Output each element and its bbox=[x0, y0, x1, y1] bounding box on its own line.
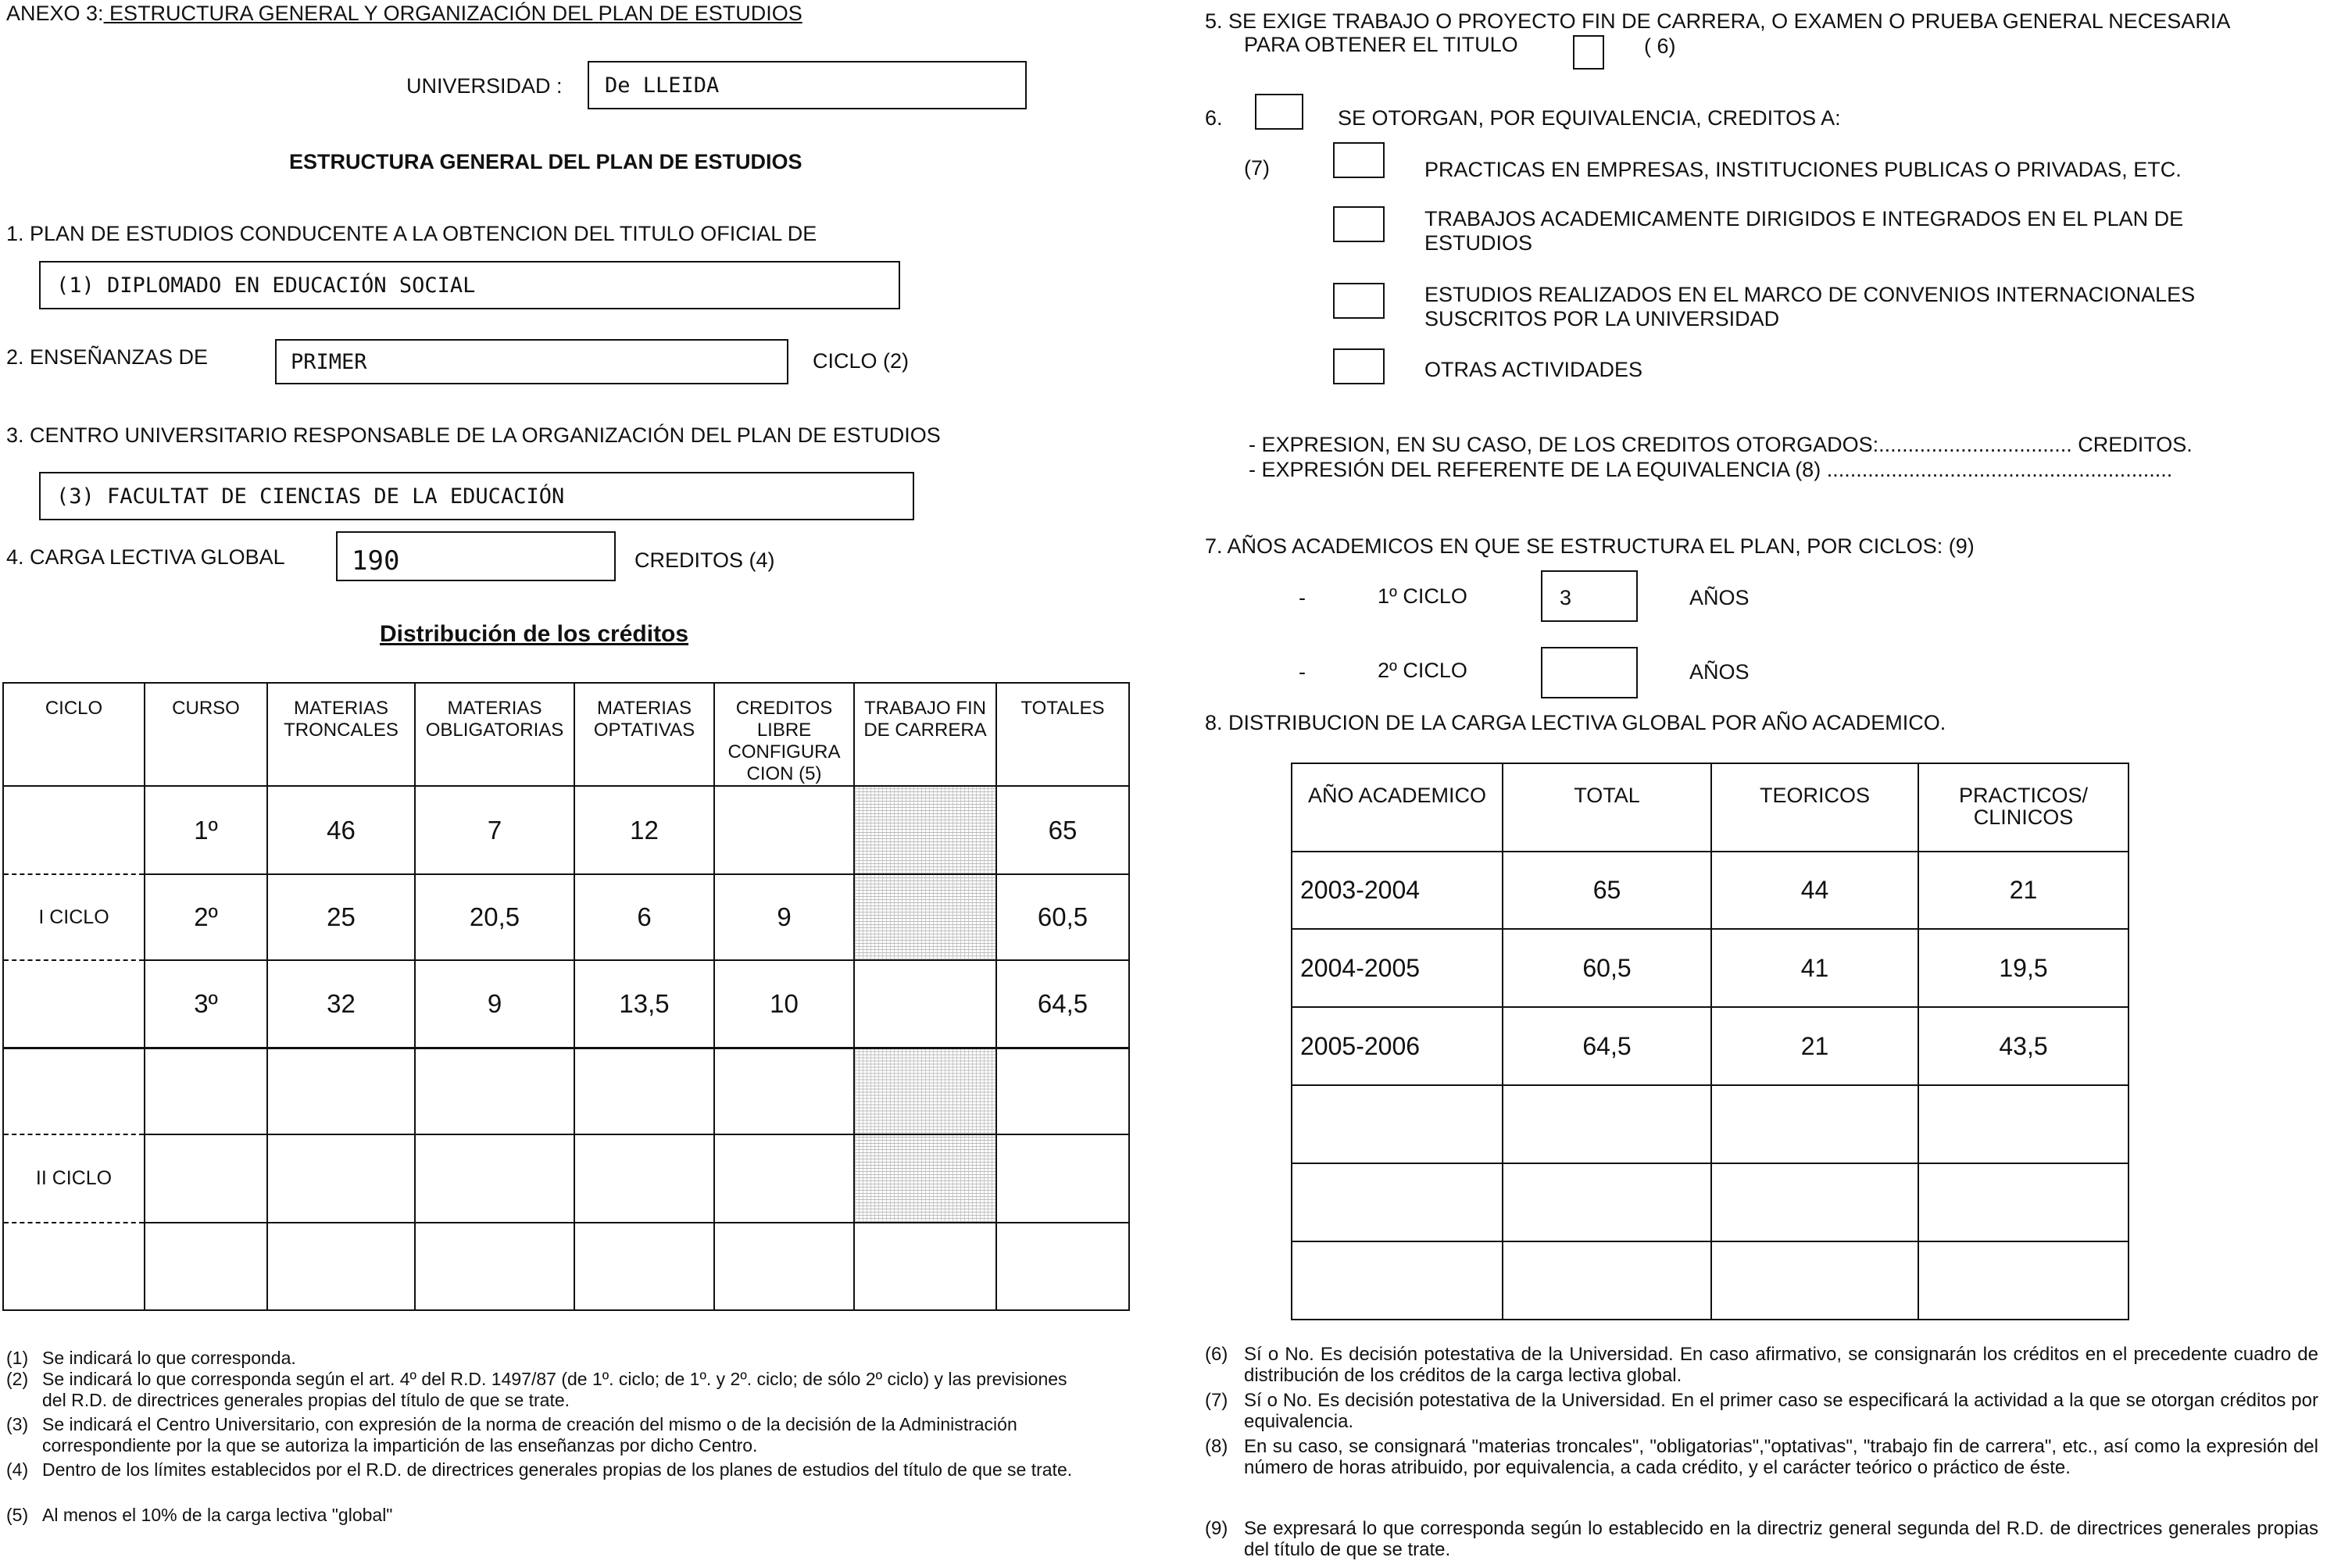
item6-ref: (7) bbox=[1244, 156, 1270, 180]
item2-label: 2. ENSEÑANZAS DE bbox=[6, 345, 209, 369]
cycle1-years-label: AÑOS bbox=[1689, 586, 1750, 609]
cycle-cell: II CICLO bbox=[3, 1134, 145, 1223]
cycle2-years-label: AÑOS bbox=[1689, 660, 1750, 684]
obligatorias-cell: 9 bbox=[415, 960, 574, 1048]
distribution-title: Distribución de los créditos bbox=[380, 621, 689, 647]
header-practicos: PRACTICOS/ CLINICOS bbox=[1918, 763, 2128, 852]
equivalence-reference: - EXPRESIÓN DEL REFERENTE DE LA EQUIVALENCIA (8) ........................................................... bbox=[1249, 458, 2173, 481]
troncales-cell: 25 bbox=[267, 874, 415, 960]
footnote: (8) En su caso, se consignará "materias troncales", "obligatorias","optativas", "trabajo fin de carrera", etc., así como la expresión del número de horas atribuido, por equivalencia, a cada crédito, y el carácter teórico o práctico de éste. bbox=[1205, 1436, 2318, 1478]
cycle2-years-field[interactable] bbox=[1541, 647, 1638, 698]
equivalence-checkbox[interactable] bbox=[1255, 94, 1303, 130]
curso-cell: 2º bbox=[145, 874, 267, 960]
table-row bbox=[3, 1134, 1129, 1223]
table-row bbox=[3, 786, 1129, 874]
distribution-table bbox=[2, 682, 1130, 1311]
item5-line1: 5. SE EXIGE TRABAJO O PROYECTO FIN DE CARRERA, O EXAMEN O PRUEBA GENERAL NECESARIA bbox=[1205, 9, 2231, 33]
year-cell: 2003-2004 bbox=[1292, 852, 1503, 929]
optativas-cell: 6 bbox=[574, 874, 714, 960]
footnote: (9) Se expresará lo que corresponda según lo establecido en la directriz general segunda del R.D. de directrices generales propias del título de que se trate. bbox=[1205, 1518, 2318, 1560]
credits-field[interactable] bbox=[336, 531, 616, 581]
teoricos-cell: 44 bbox=[1711, 852, 1918, 929]
optativas-cell: 12 bbox=[574, 786, 714, 874]
annual-header-row bbox=[1292, 763, 2128, 852]
trabajo-cell bbox=[854, 786, 996, 874]
libre-cell: 10 bbox=[714, 960, 854, 1048]
annual-load-table bbox=[1291, 763, 2129, 1320]
trabajo-cell bbox=[854, 960, 996, 1048]
center-field[interactable] bbox=[39, 472, 914, 520]
item2-suffix: CICLO (2) bbox=[813, 349, 910, 373]
item4-suffix: CREDITOS (4) bbox=[634, 548, 775, 572]
item3-label: 3. CENTRO UNIVERSITARIO RESPONSABLE DE LA ORGANIZACIÓN DEL PLAN DE ESTUDIOS bbox=[6, 423, 941, 447]
year-cell: 2004-2005 bbox=[1292, 929, 1503, 1007]
thesis-required-checkbox[interactable] bbox=[1573, 35, 1604, 70]
credits-expression: - EXPRESION, EN SU CASO, DE LOS CREDITOS OTORGADOS:................................. CREDITOS. bbox=[1249, 433, 2193, 456]
header-curso: CURSO bbox=[145, 683, 267, 786]
option-convenios-label: ESTUDIOS REALIZADOS EN EL MARCO DE CONVENIOS INTERNACIONALES SUSCRITOS POR LA UNIVERSIDAD bbox=[1424, 283, 2196, 330]
obligatorias-cell: 7 bbox=[415, 786, 574, 874]
table-row bbox=[3, 1048, 1129, 1134]
item7-dash: - bbox=[1299, 660, 1306, 684]
cycle1-years-field[interactable] bbox=[1541, 570, 1638, 622]
curso-cell: 3º bbox=[145, 960, 267, 1048]
total-cell: 60,5 bbox=[1503, 929, 1711, 1007]
header-troncales: MATERIAS TRONCALES bbox=[267, 683, 415, 786]
header-ciclo: CICLO bbox=[3, 683, 145, 786]
header-obligatorias: MATERIAS OBLIGATORIAS bbox=[415, 683, 574, 786]
table-row bbox=[1292, 1007, 2128, 1085]
table-row bbox=[3, 960, 1129, 1048]
table-row bbox=[1292, 929, 2128, 1007]
cycle-cell bbox=[3, 786, 145, 874]
item5-line2: PARA OBTENER EL TITULO bbox=[1244, 33, 1518, 56]
footnote: (4) Dentro de los límites establecidos por el R.D. de directrices generales propias de los planes de estudios del título de que se trate. bbox=[6, 1459, 1073, 1480]
practicos-cell: 21 bbox=[1918, 852, 2128, 929]
item6-num: 6. bbox=[1205, 106, 1223, 130]
table-row bbox=[1292, 1241, 2128, 1320]
annex-prefix: ANEXO 3: bbox=[6, 2, 104, 25]
libre-cell bbox=[714, 786, 854, 874]
table-row bbox=[1292, 1085, 2128, 1163]
item5-ref: ( 6) bbox=[1644, 34, 1676, 58]
optativas-cell: 13,5 bbox=[574, 960, 714, 1048]
header-total: TOTAL bbox=[1503, 763, 1711, 852]
totales-cell: 60,5 bbox=[996, 874, 1129, 960]
table-row bbox=[1292, 852, 2128, 929]
trabajo-cell bbox=[854, 874, 996, 960]
university-field[interactable] bbox=[588, 61, 1027, 109]
item8-label: 8. DISTRIBUCION DE LA CARGA LECTIVA GLOBAL POR AÑO ACADEMICO. bbox=[1205, 711, 1946, 734]
header-libre: CREDITOS LIBRE CONFIGURA CION (5) bbox=[714, 683, 854, 786]
header-trabajo: TRABAJO FIN DE CARRERA bbox=[854, 683, 996, 786]
university-value: De LLEIDA bbox=[605, 73, 720, 98]
distribution-header-row bbox=[3, 683, 1129, 786]
center-value: (3) FACULTAT DE CIENCIAS DE LA EDUCACIÓN bbox=[56, 484, 565, 509]
total-cell: 65 bbox=[1503, 852, 1711, 929]
table-row bbox=[1292, 1163, 2128, 1241]
university-label: UNIVERSIDAD : bbox=[406, 74, 563, 98]
cycle1-years-value: 3 bbox=[1560, 586, 1572, 609]
cycle2-label: 2º CICLO bbox=[1378, 659, 1467, 682]
totales-cell: 64,5 bbox=[996, 960, 1129, 1048]
cycle1-label: 1º CICLO bbox=[1378, 584, 1467, 608]
option-otras-checkbox[interactable] bbox=[1333, 348, 1385, 384]
troncales-cell: 46 bbox=[267, 786, 415, 874]
footnote: (5) Al menos el 10% de la carga lectiva "global" bbox=[6, 1505, 393, 1525]
cycle-field[interactable] bbox=[275, 339, 788, 384]
footnote: (1) Se indicará lo que corresponda. bbox=[6, 1348, 296, 1368]
annex-title: ESTRUCTURA GENERAL Y ORGANIZACIÓN DEL PLAN DE ESTUDIOS bbox=[103, 2, 802, 25]
curso-cell: 1º bbox=[145, 786, 267, 874]
option-practicas-label: PRACTICAS EN EMPRESAS, INSTITUCIONES PUBLICAS O PRIVADAS, ETC. bbox=[1424, 158, 2182, 181]
option-convenios-checkbox[interactable] bbox=[1333, 283, 1385, 319]
table-row bbox=[3, 874, 1129, 960]
annex-heading bbox=[6, 2, 802, 25]
troncales-cell: 32 bbox=[267, 960, 415, 1048]
option-otras-label: OTRAS ACTIVIDADES bbox=[1424, 358, 1643, 381]
header-optativas: MATERIAS OPTATIVAS bbox=[574, 683, 714, 786]
title-field[interactable] bbox=[39, 261, 900, 309]
option-practicas-checkbox[interactable] bbox=[1333, 142, 1385, 178]
table-row bbox=[3, 1223, 1129, 1310]
credits-value: 190 bbox=[352, 545, 400, 577]
option-trabajos-label: TRABAJOS ACADEMICAMENTE DIRIGIDOS E INTEGRADOS EN EL PLAN DE ESTUDIOS bbox=[1424, 207, 2184, 255]
title-value: (1) DIPLOMADO EN EDUCACIÓN SOCIAL bbox=[56, 273, 476, 298]
practicos-cell: 43,5 bbox=[1918, 1007, 2128, 1085]
item1-label: 1. PLAN DE ESTUDIOS CONDUCENTE A LA OBTENCION DEL TITULO OFICIAL DE bbox=[6, 222, 817, 245]
item4-label: 4. CARGA LECTIVA GLOBAL bbox=[6, 545, 285, 569]
footnote: (2) Se indicará lo que corresponda según el art. 4º del R.D. 1497/87 (de 1º. ciclo; de 1º. y 2º. ciclo; de sólo 2º ciclo) y las previsiones del R.D. de directrices generales propias del título de que se trate. bbox=[6, 1369, 1067, 1410]
practicos-cell: 19,5 bbox=[1918, 929, 2128, 1007]
footnote: (6) Sí o No. Es decisión potestativa de la Universidad. En caso afirmativo, se consignarán los créditos en el precedente cuadro de distribución de los créditos de la carga lectiva global. bbox=[1205, 1344, 2318, 1386]
cycle-value: PRIMER bbox=[291, 350, 367, 374]
header-totales: TOTALES bbox=[996, 683, 1129, 786]
item7-dash: - bbox=[1299, 586, 1306, 609]
cycle-cell bbox=[3, 960, 145, 1048]
teoricos-cell: 21 bbox=[1711, 1007, 1918, 1085]
header-teoricos: TEORICOS bbox=[1711, 763, 1918, 852]
cycle-cell: I CICLO bbox=[3, 874, 145, 960]
footnote: (3) Se indicará el Centro Universitario, con expresión de la norma de creación del mismo o de la decisión de la Administración correspondiente por la que se autoriza la impartición de las enseñanzas por dicho Centro. bbox=[6, 1414, 1017, 1455]
total-cell: 64,5 bbox=[1503, 1007, 1711, 1085]
item6-label: SE OTORGAN, POR EQUIVALENCIA, CREDITOS A: bbox=[1338, 106, 1841, 130]
teoricos-cell: 41 bbox=[1711, 929, 1918, 1007]
year-cell: 2005-2006 bbox=[1292, 1007, 1503, 1085]
libre-cell: 9 bbox=[714, 874, 854, 960]
plan-heading: ESTRUCTURA GENERAL DEL PLAN DE ESTUDIOS bbox=[289, 150, 802, 173]
totales-cell: 65 bbox=[996, 786, 1129, 874]
option-trabajos-checkbox[interactable] bbox=[1333, 206, 1385, 242]
header-ano: AÑO ACADEMICO bbox=[1292, 763, 1503, 852]
footnote: (7) Sí o No. Es decisión potestativa de la Universidad. En el primer caso se especificará la actividad a la que se otorgan créditos por equivalencia. bbox=[1205, 1390, 2318, 1432]
obligatorias-cell: 20,5 bbox=[415, 874, 574, 960]
item7-label: 7. AÑOS ACADEMICOS EN QUE SE ESTRUCTURA EL PLAN, POR CICLOS: (9) bbox=[1205, 534, 1975, 558]
